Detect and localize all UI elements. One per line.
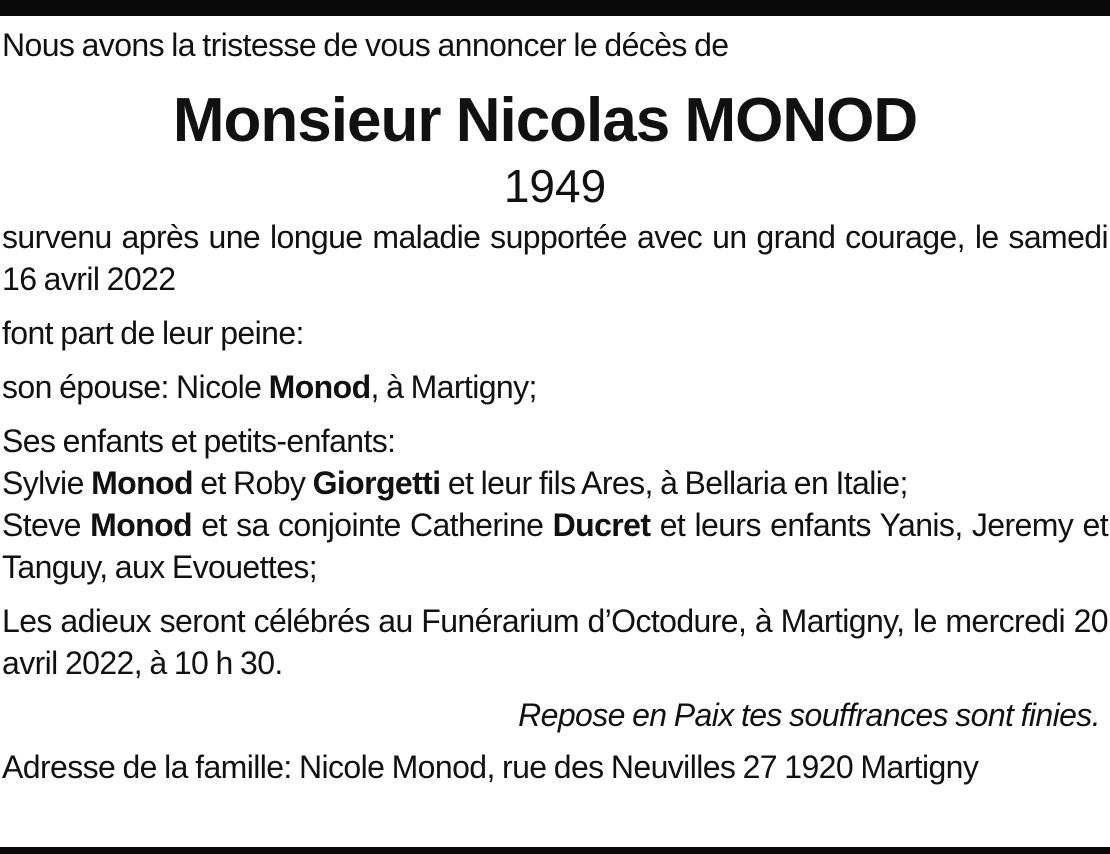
children-line-2 — [2, 504, 1108, 588]
child-2-surname: Monod — [90, 507, 192, 543]
child-2-connector: et sa conjointe Catherine — [192, 507, 553, 543]
spouse-line — [2, 366, 1108, 408]
spouse-surname: Monod — [268, 369, 371, 405]
obituary-notice — [2, 24, 1108, 788]
deceased-birth-year: 1949 — [503, 160, 607, 212]
child-1-firstname: Sylvie — [2, 465, 92, 501]
children-heading: Ses enfants et petits-enfants: — [2, 423, 396, 459]
children-line-1 — [2, 462, 1108, 504]
intro-text: Nous avons la tristesse de vous annoncer le décès de — [2, 27, 729, 63]
child-1-partner-surname: Giorgetti — [312, 465, 441, 501]
deceased-name: Monsieur Nicolas MONOD — [172, 86, 918, 155]
child-1-surname: Monod — [91, 465, 193, 501]
signoff-text: Repose en Paix tes souffrances sont finies. — [518, 697, 1100, 733]
bottom-border-rule — [0, 847, 1110, 854]
child-2-partner-surname: Ducret — [552, 507, 651, 543]
circumstances-text: survenu après une longue maladie supportée avec un grand courage, le samedi 16 avril 2022 — [2, 219, 1108, 297]
child-2-rest: et leurs enfants Yanis, Jeremy et Tanguy, aux Evouettes; — [2, 507, 1108, 585]
family-address: Adresse de la famille: Nicole Monod, rue des Neuvilles 27 1920 Martigny — [2, 749, 979, 785]
ceremony-text: Les adieux seront célébrés au Funérarium d’Octodure, à Martigny, le mercredi 20 avril 2022, à 10 h 30. — [2, 603, 1108, 681]
top-border-rule — [0, 0, 1110, 16]
child-1-rest: et leur fils Ares, à Bellaria en Italie; — [440, 465, 908, 501]
announce-text: font part de leur peine: — [2, 315, 304, 351]
child-2-firstname: Steve — [2, 507, 91, 543]
spouse-prefix: son épouse: Nicole — [2, 369, 269, 405]
spouse-suffix: , à Martigny; — [370, 369, 537, 405]
child-1-connector: et Roby — [192, 465, 313, 501]
